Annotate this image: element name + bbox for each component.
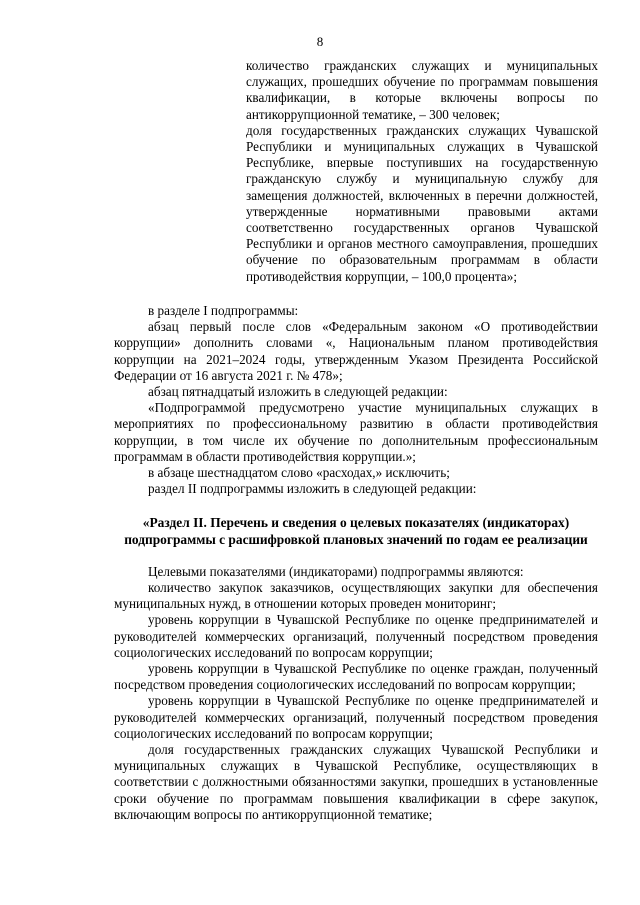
section-heading: «Раздел II. Перечень и сведения о целевых показателях (индикаторах) подпрограммы с расшифровкой плановых значений по годам ее реализации (124, 515, 588, 547)
paragraph: доля государственных гражданских служащих Чувашской Республики и муниципальных служащих в Чувашской Республике, впервые поступивших на государственную гражданскую службу и муниципальную службу для замещения должностей, включенных в перечни должностей, утвержденные нормативными правовыми актами соответственно государственных органов Чувашской Республики и органов местного самоуправления, прошедших обучение по образовательным программам в области противодействия коррупции, – 100,0 процента»; (246, 122, 598, 284)
paragraph: количество гражданских служащих и муниципальных служащих, прошедших обучение по программам повышения квалификации, в которые включены вопросы по антикоррупционной тематике, – 300 человек; (246, 58, 598, 122)
paragraph: количество закупок заказчиков, осуществляющих закупки для обеспечения муниципальных нужд, в отношении которых проведен мониторинг; (114, 580, 598, 612)
paragraph: уровень коррупции в Чувашской Республике по оценке предпринимателей и руководителей коммерческих организаций, полученный посредством проведения социологических исследований по вопросам коррупции; (114, 693, 598, 741)
paragraph: Целевыми показателями (индикаторами) подпрограммы являются: (148, 563, 524, 579)
paragraph: раздел II подпрограммы изложить в следующей редакции: (148, 481, 477, 497)
paragraph: в абзаце шестнадцатом слово «расходах,» исключить; (148, 465, 450, 481)
paragraph: «Подпрограммой предусмотрено участие муниципальных служащих в мероприятиях по профессиональному развитию в области противодействия коррупции, в том числе их обучение по дополнительным профессиональным программам в области противодействия коррупции.»; (114, 400, 598, 464)
paragraph: доля государственных гражданских служащих Чувашской Республики и муниципальных служащих в Чувашской Республике, осуществляющих в соответствии с должностными обязанностями закупки, прошедших в установленные сроки обучение по программам повышения квалификации в сфере закупок, включающим вопросы по антикоррупционной тематике; (114, 742, 598, 822)
document-body (114, 303, 598, 823)
paragraph: уровень коррупции в Чувашской Республике по оценке предпринимателей и руководителей коммерческих организаций, полученный посредством проведения социологических исследований по вопросам коррупции; (114, 612, 598, 660)
paragraph: абзац первый после слов «Федеральным законом «О противодействии коррупции» дополнить словами «, Национальным планом противодействия коррупции на 2021–2024 годы, утвержденным Указом Президента Российской Федерации от 16 августа 2021 г. № 478»; (114, 319, 598, 383)
paragraph: абзац пятнадцатый изложить в следующей редакции: (148, 384, 448, 400)
paragraph: в разделе I подпрограммы: (148, 303, 299, 318)
quoted-indicator-block (246, 58, 598, 285)
paragraph: уровень коррупции в Чувашской Республике по оценке граждан, полученный посредством проведения социологических исследований по вопросам коррупции; (114, 661, 598, 693)
page-number: 8 (316, 34, 324, 49)
